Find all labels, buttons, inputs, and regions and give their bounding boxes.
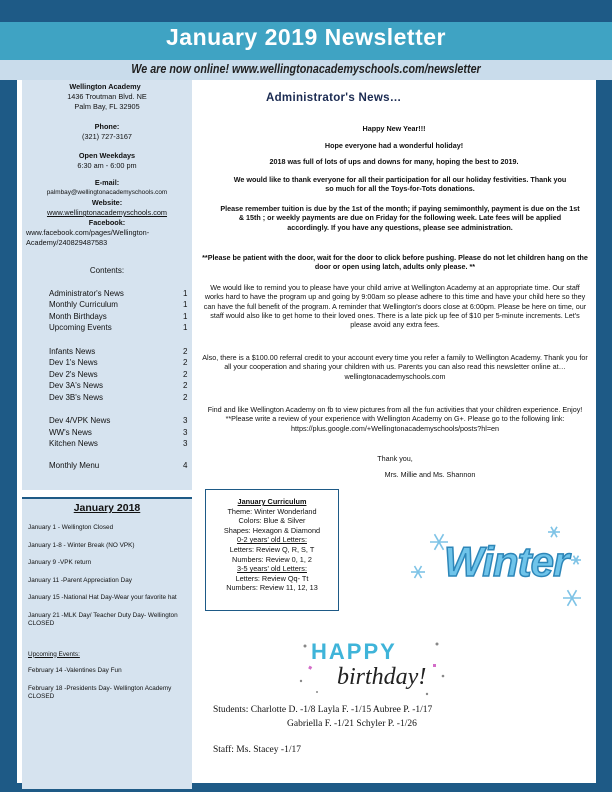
email-label: E-mail: [94,178,120,187]
calendar-title: January 2018 [73,502,141,514]
birthday-students-line1: Students: Charlotte D. -1/8 Layla F. -1/15 Aubree P. -1/17 [213,705,433,715]
school-name: Wellington Academy [69,82,141,91]
happy-word: HAPPY [311,639,397,664]
frame-right [596,80,612,792]
toc-item[interactable]: Dev 4/VPK News 3 [49,416,188,425]
admin-signature: Mrs. Millie and Ms. Shannon [384,470,476,479]
website-label: Website: [91,198,123,207]
hours-value: 6:30 am - 6:00 pm [77,161,137,170]
curriculum-group1-numbers: Numbers: Review 0, 1, 2 [232,554,312,564]
toc-item[interactable]: Dev 3A's News 2 [49,381,188,390]
calendar-item: January 1 - Wellington Closed [28,524,114,531]
admin-paragraph: 2018 was full of lots of ups and downs for many, hoping the best to 2019. [269,157,519,166]
phone-label: Phone: [94,122,120,131]
hours-label: Open Weekdays [78,151,136,160]
toc-item[interactable]: Dev 2's News 2 [49,369,188,379]
curriculum-group1-label: 0-2 years' old Letters: [237,535,307,545]
toc-item[interactable]: WW's News 3 [49,427,188,437]
admin-door-notice: **Please be patient with the door, wait for the door to click before pushing. Please do not let children hang on the door or open using latch, adults only please. ** [202,253,588,272]
curriculum-group2-numbers: Numbers: Review 11, 12, 13 [226,583,318,593]
calendar-item: January 15 -National Hat Day-Wear your favorite hat [28,594,177,601]
upcoming-item: February 14 -Valentines Day Fun [28,667,122,674]
curriculum-theme: Theme: Winter Wonderland [227,506,317,516]
admin-paragraph: Please remember tuition is due by the 1st of the month; if paying semimonthly, payment is due on the 1st & 15th ; or weekly payments are due on Friday for the following week. Late fees will be applied accordingly. If you have any questions, please see administration. [220,204,580,232]
admin-paragraph: Find and like Wellington Academy on fb to view pictures from all the fun activities that your children experience. Enjoy! **Please write a review of your experience with Wellington Academy on G+. Please go to the following link: https://plus.google.com/+Wellingtonacademyschools/posts?hl=en [207,405,583,433]
birthday-word: birthday! [337,664,427,690]
toc-item[interactable]: Kitchen News 3 [49,439,188,448]
admin-greeting: Happy New Year!!! [362,124,426,133]
toc-item[interactable]: Monthly Menu 4 [49,460,188,470]
address-line2: Palm Bay, FL 32905 [74,102,140,111]
frame-left [0,80,17,792]
winter-word: Winter [444,538,569,585]
toc-item[interactable]: Month Birthdays 1 [49,311,188,321]
facebook-label: Facebook: [88,218,126,227]
facebook-link[interactable]: www.facebook.com/pages/Wellington-Academy/240829487583 [26,228,150,247]
toc-item[interactable]: Dev 1's News 2 [49,358,188,367]
toc-item[interactable]: Upcoming Events 1 [49,323,188,332]
toc-group-2 [22,346,192,404]
toc-item[interactable]: Monthly Curriculum 1 [49,300,188,309]
admin-paragraph: Also, there is a $100.00 referral credit to your account every time you refer a family to Wellington Academy. Thank you for all your cooperation and sharing your children with us. Parents you can also read this newsletter online at… wellingtonacademyschools.com [202,353,588,381]
admin-paragraph: We would like to thank everyone for all their participation for all our holiday festivities. Thank you so much for all the Toys-for-Tots donations. [233,175,567,194]
toc-group-4 [22,460,192,472]
upcoming-item: February 18 -Presidents Day- Wellington Academy CLOSED [28,684,172,700]
toc-item[interactable]: Infants News 2 [49,346,188,356]
birthday-students-line2: Gabriella F. -1/21 Schyler P. -1/26 [287,719,417,729]
calendar-item: January 11 -Parent Appreciation Day [28,576,132,584]
birthday-staff: Staff: Ms. Stacey -1/17 [213,745,301,755]
curriculum-group1-letters: Letters: Review Q, R, S, T [229,544,315,554]
upcoming-label: Upcoming Events: [28,650,80,658]
contents-label: Contents: [89,266,125,275]
happy-birthday-clipart [297,636,447,698]
curriculum-box [205,489,339,611]
admin-thanks: Thank you, [377,454,413,463]
curriculum-group2-label: 3-5 years' old Letters: [237,564,307,574]
header-top-bar [0,0,612,22]
contents-section [22,265,192,471]
curriculum-colors: Colors: Blue & Silver [238,516,306,526]
address-line1: 1436 Troutman Blvd. NE [67,92,147,101]
sidebar-info [22,80,192,490]
curriculum-group2-letters: Letters: Review Qq- Tt [235,573,309,583]
calendar-item: January 9 -VPK return [28,559,92,566]
winter-clipart [404,520,588,616]
toc-item[interactable]: Administrator's News 1 [49,288,188,298]
admin-paragraph: Hope everyone had a wonderful holiday! [324,141,464,150]
calendar-item: January 21 -MLK Day/ Teacher Duty Day- Wellington CLOSED [28,611,178,627]
curriculum-shapes: Shapes: Hexagon & Diamond [223,525,321,535]
phone-number: (321) 727-3167 [82,132,132,141]
calendar-item: January 1-8 - Winter Break (NO VPK) [28,541,135,549]
website-link[interactable]: www.wellingtonacademyschools.com [46,208,168,217]
toc-group-1 [22,288,192,334]
newsletter-title: January 2019 Newsletter [166,24,446,50]
admin-paragraph: We would like to remind you to please have your child arrive at Wellington Academy at an appropriate time. Our staff works hard to have the program up and going by 9:00am so please adhere to this time and have your child here so they can have the full benefit of the program. A reminder that Wellington's doors close at 6:00pm. Please be here on time, our staff would also like to get home to their loved ones. There is a late pick up fee of $10 per 5-minute increments. Let's please avoid any extra fees. [203,283,587,330]
email-link[interactable]: palmbay@wellingtonacademyschools.com [46,189,168,196]
newsletter-subtitle: We are now online! www.wellingtonacademyschools.com/newsletter [131,62,481,76]
admin-title: Administrator's News… [266,92,402,104]
sidebar-calendar [22,497,192,789]
curriculum-title: January Curriculum [237,497,307,506]
toc-item[interactable]: Dev 3B's News 2 [49,392,188,402]
toc-group-3 [22,415,192,450]
